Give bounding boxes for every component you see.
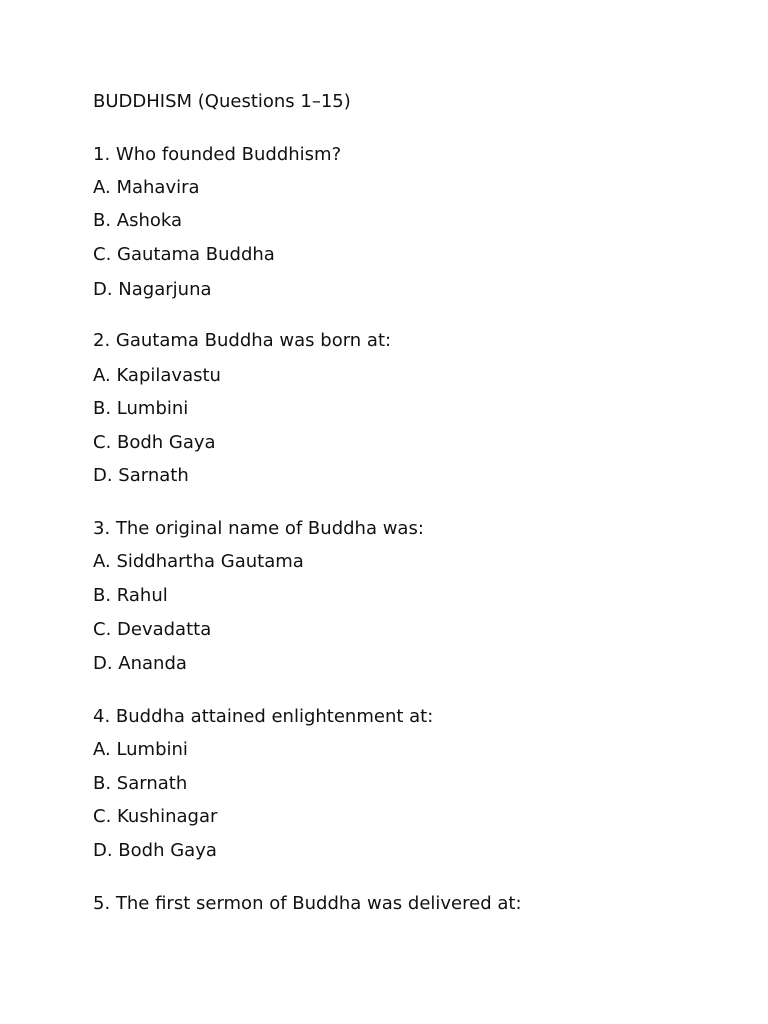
question-1-option-d: D. Nagarjuna: [93, 279, 212, 300]
document-title: BUDDHISM (Questions 1–15): [93, 91, 351, 112]
question-3-option-d: D. Ananda: [93, 653, 187, 674]
question-4-option-d: D. Bodh Gaya: [93, 840, 217, 861]
question-4-option-c: C. Kushinagar: [93, 806, 218, 827]
question-2-text: 2. Gautama Buddha was born at:: [93, 330, 392, 351]
question-1-option-b: B. Ashoka: [93, 210, 183, 231]
question-2-option-a: A. Kapilavastu: [93, 365, 221, 386]
question-3-option-c: C. Devadatta: [93, 619, 212, 640]
question-4-text: 4. Buddha attained enlightenment at:: [93, 706, 434, 727]
question-2-option-c: C. Bodh Gaya: [93, 432, 216, 453]
question-3-option-a: A. Siddhartha Gautama: [93, 551, 304, 572]
question-4-option-a: A. Lumbini: [93, 739, 188, 760]
question-2-option-d: D. Sarnath: [93, 465, 189, 486]
question-2-option-b: B. Lumbini: [93, 398, 189, 419]
question-1-text: 1. Who founded Buddhism?: [93, 144, 342, 165]
question-1-option-c: C. Gautama Buddha: [93, 244, 275, 265]
question-4-option-b: B. Sarnath: [93, 773, 188, 794]
question-5-text: 5. The first sermon of Buddha was delivered at:: [93, 893, 522, 914]
question-3-option-b: B. Rahul: [93, 585, 168, 606]
question-3-text: 3. The original name of Buddha was:: [93, 518, 424, 539]
question-1-option-a: A. Mahavira: [93, 177, 200, 198]
